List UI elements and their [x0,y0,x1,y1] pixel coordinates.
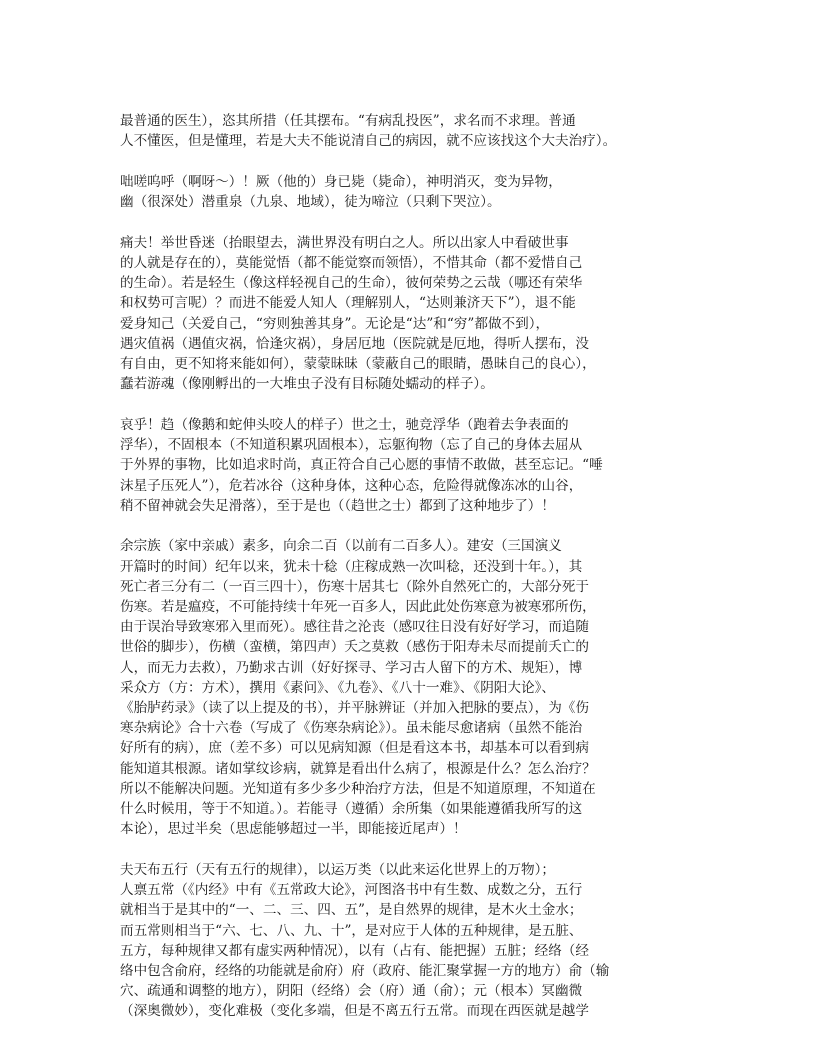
text-line: 蠢若游魂（像刚孵出的一大堆虫子没有目标随处蠕动的样子）。 [120,376,494,393]
text-line: 五方，每种规律又都有虚实两种情况），以有（占有、能把握）五脏；经络（经 [120,942,589,959]
text-line: 稍不留神就会失足滑落），至于是也（（趋世之士）都到了这种地步了）！ [120,497,555,514]
text-line: （深奥微妙），变化难极（变化多端，但是不离五行五常。而现在西医就是越学 [120,1003,589,1020]
paragraph-3 [120,233,640,395]
text-line: 和权势可言呢）？而进不能爱人知人（理解别人，“达则兼济天下”），退不能 [120,295,576,312]
text-line: 浮华），不固根本（不知道积累巩固根本），忘躯徇物（忘了自己的身体去屈从 [120,437,583,454]
paragraph-2 [120,172,640,212]
text-line: 咄嗟呜呼（啊呀～）！厥（他的）身已毙（毙命），神明消灭，变为异物， [120,173,562,190]
text-line: 最普通的医生），恣其所措（任其摆布。“有病乱投医”，求名而不求理。普通 [120,113,576,129]
document-page [120,111,640,1042]
paragraph-6 [120,860,640,1022]
text-line: 人不懂医，但是懂理，若是大夫不能说清自己的病因，就不应该找这个大夫治疗）。 [120,133,617,150]
text-line: 爱身知己（关爱自己，“穷则独善其身”。无论是“达”和“穷”都做不到）， [120,315,550,332]
text-line: 余宗族（家中亲戚）素多，向余二百（以前有二百多人）。建安（三国演义 [120,538,562,555]
text-line: 《胎胪药录》（读了以上提及的书），并平脉辨证（并加入把脉的要点），为《伤 [120,700,589,717]
text-line: 采众方（方：方术），撰用《素问》、《九卷》、《八十一难》、《阴阳大论》、 [120,679,555,696]
text-line: 有自由，更不知将来能如何），蒙蒙昧昧（蒙蔽自己的眼睛，愚昧自己的良心）， [120,356,596,373]
paragraph-5 [120,536,640,839]
paragraph-1 [120,111,640,151]
text-line: 哀乎！趋（像鹅和蛇伸头咬人的样子）世之士，驰竞浮华（跑着去争表面的 [120,416,569,433]
text-line: 的人就是存在的），莫能觉悟（都不能觉察而领悟），不惜其命（都不爱惜自己 [120,255,583,272]
text-line: 寒杂病论》合十六卷（写成了《伤寒杂病论》）。虽未能尽愈诸病（虽然不能治 [120,720,583,737]
text-line: 穴、疏通和调整的地方），阴阳（经络）会（府）通（俞）；元（根本）冥幽微 [120,983,583,1000]
paragraph-4 [120,415,640,516]
text-line: 遇灾值祸（遇值灾祸，恰逢灾祸），身居厄地（医院就是厄地，得听人摆布，没 [120,335,589,352]
text-line: 幽（很深处）潜重泉（九泉、地域），徒为啼泣（只剩下哭泣）。 [120,194,501,211]
text-line: 伤寒。若是瘟疫，不可能持续十年死一百多人，因此此处伤寒意为被寒邪所伤， [120,599,596,616]
text-line: 痛夫！举世昏迷（抬眼望去，满世界没有明白之人。所以出家人中看破世事 [120,234,569,251]
text-line: 所以不能解决问题。光知道有多少多少种治疗方法，但是不知道原理，不知道在 [120,780,596,797]
text-line: 而五常则相当于“六、七、八、九、十”，是对应于人体的五种规律，是五脏、 [120,922,583,939]
text-line: 络中包含俞府，经络的功能就是俞府）府（政府、能汇聚掌握一方的地方）俞（输 [120,963,610,980]
text-line: 沫星子压死人”），危若冰谷（这种身体，这种心态，危险得就像冻冰的山谷， [120,477,583,494]
text-line: 死亡者三分有二（一百三四十），伤寒十居其七（除外自然死亡的，大部分死于 [120,578,589,595]
text-line: 好所有的病），庶（差不多）可以见病知源（但是看这本书，却基本可以看到病 [120,740,589,757]
text-line: 夫天布五行（天有五行的规律），以运万类（以此来运化世界上的万物）； [120,862,555,878]
text-line: 人，而无力去救），乃勤求古训（好好探寻、学习古人留下的方术、规矩），博 [120,659,583,676]
text-line: 世俗的脚步），伤横（蛮横，第四声）夭之莫救（感伤于阳寿未尽而提前夭亡的 [120,639,589,656]
text-line: 开篇时的时间）纪年以来，犹未十稔（庄稼成熟一次叫稔，还没到十年。），其 [120,558,583,575]
text-line: 人禀五常（《内经》中有《五常政大论》，河图洛书中有生数、成数之分，五行 [120,882,583,899]
text-line: 由于误治导致寒邪入里而死）。感往昔之沦丧（感叹往日没有好好学习，而追随 [120,619,589,636]
text-line: 的生命）。若是轻生（像这样轻视自己的生命），彼何荣势之云哉（哪还有荣华 [120,275,583,292]
text-line: 就相当于是其中的“一、二、三、四、五”，是自然界的规律，是木火土金水； [120,902,583,919]
text-line: 于外界的事物，比如追求时尚，真正符合自己心愿的事情不敢做，甚至忘记。“唾 [120,457,603,474]
text-line: 本论），思过半矣（思虑能够超过一半，即能接近尾声）！ [120,821,467,838]
text-line: 能知道其根源。诸如掌纹诊病，就算是看出什么病了，根源是什么？怎么治疗？ [120,760,596,777]
text-line: 什么时候用，等于不知道。）。若能寻（遵循）余所集（如果能遵循我所写的这 [120,801,583,818]
